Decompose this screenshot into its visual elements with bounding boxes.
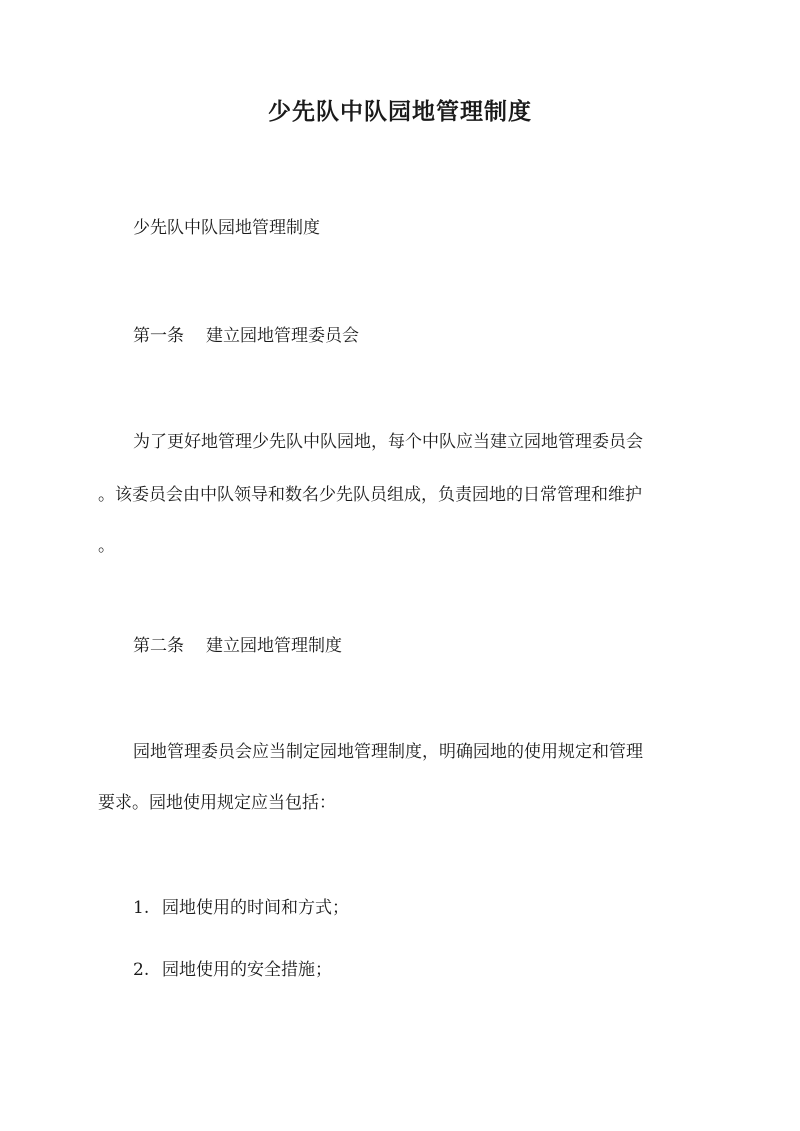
article1-para-line2: 。该委员会由中队领导和数名少先队员组成，负责园地的日常管理和维护 bbox=[98, 485, 642, 505]
list-item-number: 1. bbox=[133, 898, 150, 918]
list-item-text: 园地使用的安全措施； bbox=[162, 960, 332, 980]
article2-para-line2: 要求。园地使用规定应当包括： bbox=[98, 793, 336, 813]
article1-para-line1: 为了更好地管理少先队中队园地，每个中队应当建立园地管理委员会 bbox=[133, 432, 643, 452]
article2-para-line1: 园地管理委员会应当制定园地管理制度，明确园地的使用规定和管理 bbox=[133, 742, 643, 762]
document-title: 少先队中队园地管理制度 bbox=[268, 98, 532, 125]
article2-heading bbox=[133, 620, 743, 673]
article2-heading-num: 第二条 bbox=[133, 636, 184, 656]
article2-heading-text: 建立园地管理制度 bbox=[206, 636, 342, 656]
document-subtitle: 少先队中队园地管理制度 bbox=[133, 218, 320, 238]
list-item-text: 园地使用的时间和方式； bbox=[162, 898, 349, 918]
list-item bbox=[133, 944, 743, 997]
article1-heading bbox=[133, 310, 743, 363]
list-item bbox=[133, 882, 743, 935]
article1-heading-num: 第一条 bbox=[133, 326, 184, 346]
article1-para-line3: 。 bbox=[98, 536, 115, 556]
article1-heading-text: 建立园地管理委员会 bbox=[206, 326, 359, 346]
list-item-number: 2. bbox=[133, 960, 150, 980]
